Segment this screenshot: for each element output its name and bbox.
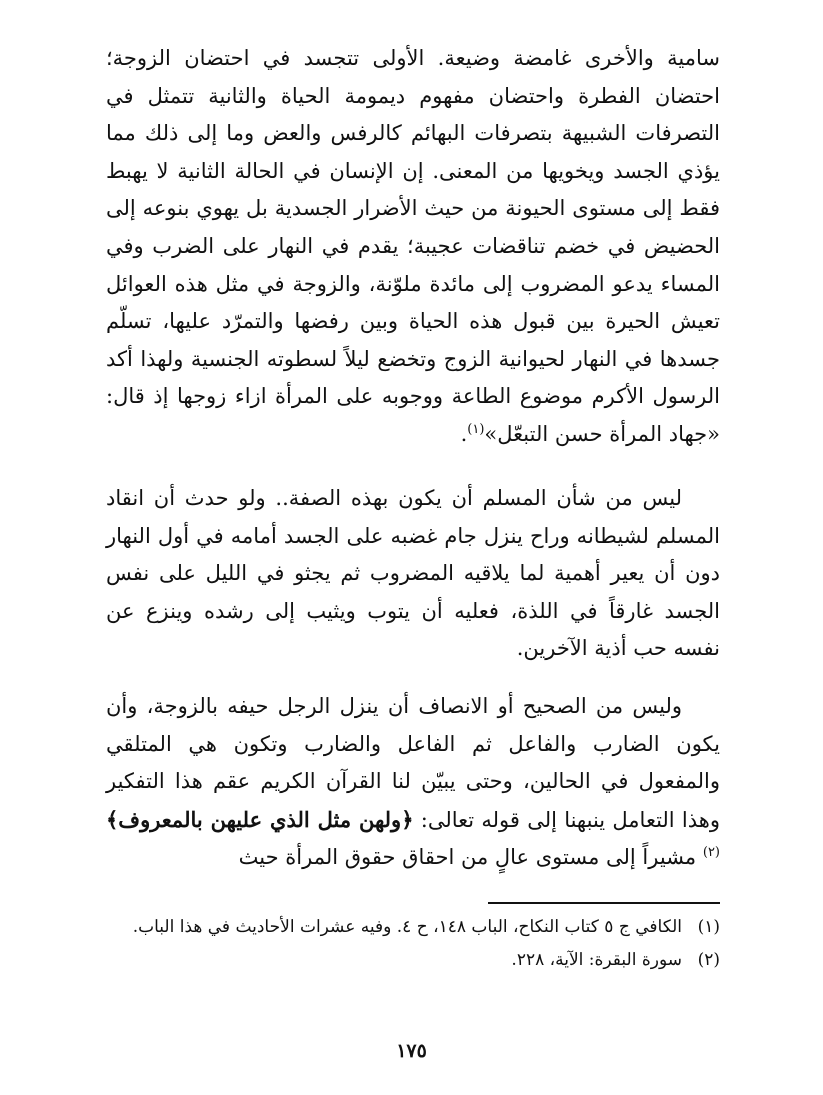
footnote-2-number: (٢) xyxy=(697,950,720,970)
paragraph-2 xyxy=(106,480,720,668)
footnote-1 xyxy=(106,914,720,941)
paragraph-1-text: سامية والأخرى غامضة وضيعة. الأولى تتجسد في احتضان الزوجة؛ احتضان الفطرة واحتضان مفهوم ديمومة الحياة والثانية تتمثل في التصرفات الشبيهة بتصرفات البهائم كالرفس والعض وما إلى ذلك مما يؤذي الجسد ويخويها من المعنى. إن الإنسان في الحالة الثانية لا يهبط فقط إلى مستوى الحيونة من حيث الأضرار الجسدية بل يهوي بنوعه إلى الحضيض في خضم تناقضات عجيبة؛ يقدم في النهار على الضرب وفي المساء يدعو المضروب إلى مائدة ملوّنة، والزوجة في مثل هذه العوائل تعيش الحيرة بين قبول هذه الحياة وبين رفضها والتمرّد عليها، تسلّم جسدها في النهار لحيوانية الزوج وتخضع ليلاً لسطوته الجنسية ولهذا أكد الرسول الأكرم موضوع الطاعة ووجوبه على المرأة ازاء زوجها إذ قال: «جهاد المرأة حسن التبعّل» xyxy=(106,46,720,446)
footnotes xyxy=(106,914,720,980)
footnote-1-text: الكافي ج ٥ كتاب النكاح، الباب ١٤٨، ح ٤. وفيه عشرات الأحاديث في هذا الباب. xyxy=(132,917,682,937)
footnote-ref-2: (٢) xyxy=(702,845,720,861)
page-number: ١٧٥ xyxy=(396,1040,427,1062)
paragraph-3-end: مشيراً إلى مستوى عالٍ من احقاق حقوق المرأة حيث xyxy=(238,845,703,870)
footnote-2 xyxy=(106,947,720,974)
paragraph-3 xyxy=(106,688,720,877)
footnote-divider xyxy=(488,902,720,904)
footnote-ref-1: (١) xyxy=(467,421,485,437)
footnote-2-text: سورة البقرة: الآية، ٢٢٨. xyxy=(511,950,682,970)
paragraph-1-end: . xyxy=(460,421,468,446)
paragraph-3-text: وليس من الصحيح أو الانصاف أن ينزل الرجل حيفه بالزوجة، وأن يكون الضارب والفاعل ثم الفاعل والضارب وتكون هي المتلقي والمفعول في الحالين، وحتى يبيّن لنا القرآن الكريم عقم هذا التفكير وهذا التعامل ينبهنا إلى قوله تعالى: xyxy=(106,694,720,832)
paragraph-1 xyxy=(106,40,720,454)
footnote-1-number: (١) xyxy=(697,917,720,937)
quran-verse: ﴿ولهن مثل الذي عليهن بالمعروف﴾ xyxy=(106,806,414,832)
paragraph-2-text: ليس من شأن المسلم أن يكون بهذه الصفة.. ولو حدث أن انقاد المسلم لشيطانه وراح ينزل جام غضبه على الجسد أمامه في أول النهار دون أن يعير أهمية لما يلاقيه المضروب ثم يجثو في الليل على نفس الجسد غارقاً في اللذة، فعليه أن يتوب ويثيب إلى رشده وينزع عن نفسه حب أذية الآخرين. xyxy=(106,486,720,661)
